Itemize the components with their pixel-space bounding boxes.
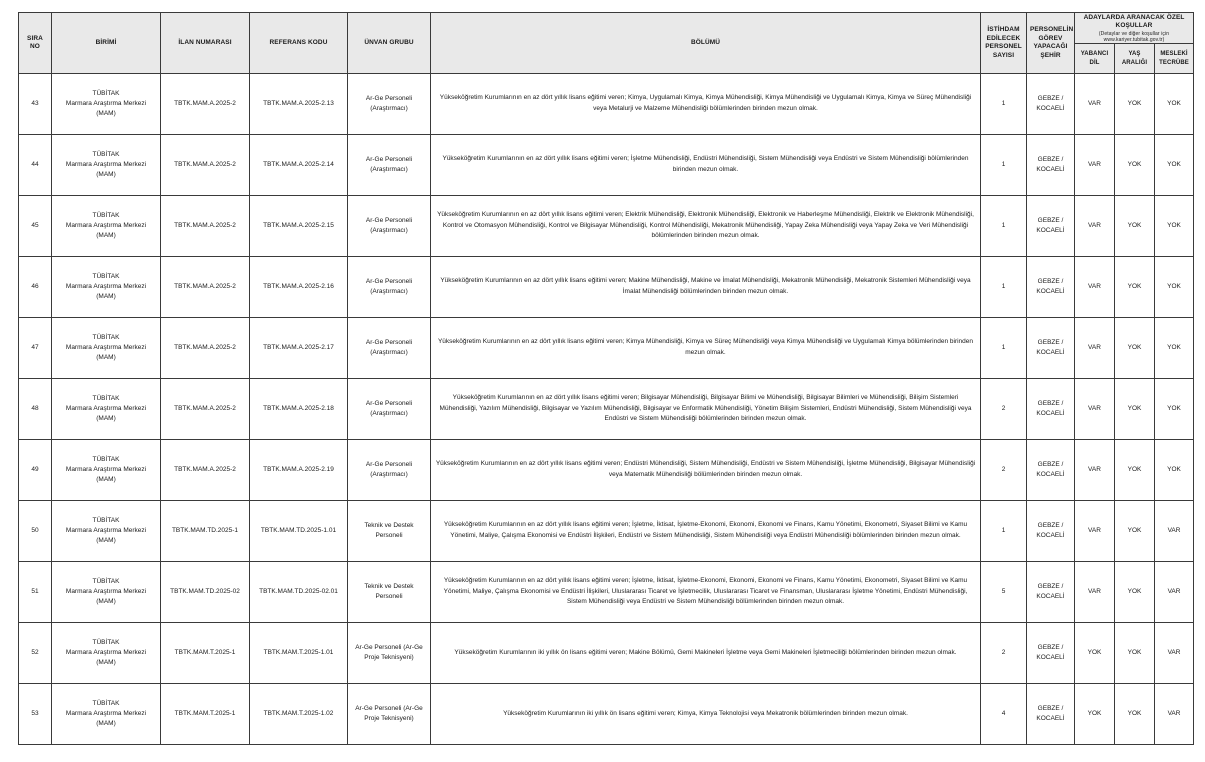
header-sehir: PERSONELİN GÖREV YAPACAĞI ŞEHİR [1027,13,1075,74]
cell-yas-araligi: YOK [1115,135,1155,196]
cell-birim-line2: Marmara Araştırma Merkezi [65,710,147,717]
cell-birim-line2: Marmara Araştırma Merkezi [65,466,147,473]
cell-birim [52,623,161,684]
cell-birim-line1: TÜBİTAK [92,639,120,646]
cell-ilan-numarasi: TBTK.MAM.A.2025-2 [161,135,250,196]
cell-mesleki-tecrube: VAR [1155,501,1194,562]
cell-yas-araligi: YOK [1115,501,1155,562]
cell-yabanci-dil: VAR [1075,74,1115,135]
cell-birim-line1: TÜBİTAK [92,273,120,280]
cell-yas-araligi: YOK [1115,684,1155,745]
cell-bolumu: Yükseköğretim Kurumlarının en az dört yıllık lisans eğitimi veren; İşletme Mühendisliği, Endüstri Mühendisliği, Sistem Mühendisliği veya Endüstri ve Sistem Mühendisliği bölümlerinden birinden mezun olmak. [431,135,981,196]
cell-personel-sayisi: 1 [981,135,1027,196]
cell-mesleki-tecrube: VAR [1155,684,1194,745]
cell-unvan-grubu: Ar-Ge Personeli (Araştırmacı) [348,135,431,196]
table-row [19,196,1194,257]
cell-mesleki-tecrube: YOK [1155,379,1194,440]
cell-birim-line1: TÜBİTAK [92,151,120,158]
header-ilan-numarasi: İLAN NUMARASI [161,13,250,74]
cell-yabanci-dil: VAR [1075,257,1115,318]
cell-yabanci-dil: VAR [1075,562,1115,623]
header-ozel-kosullar-note: (Detaylar ve diğer koşullar için www.kariyer.tubitak.gov.tr) [1098,30,1170,43]
cell-birim-line1: TÜBİTAK [92,517,120,524]
cell-unvan-grubu: Teknik ve Destek Personeli [348,562,431,623]
cell-yabanci-dil: VAR [1075,318,1115,379]
cell-yabanci-dil: VAR [1075,501,1115,562]
table-row [19,379,1194,440]
cell-birim-line2: Marmara Araştırma Merkezi [65,283,147,290]
cell-birim [52,562,161,623]
cell-referans-kodu: TBTK.MAM.A.2025-2.13 [250,74,348,135]
cell-birim-line3: (MAM) [96,598,116,605]
cell-mesleki-tecrube: YOK [1155,74,1194,135]
cell-mesleki-tecrube: YOK [1155,318,1194,379]
cell-sehir: GEBZE / KOCAELİ [1027,623,1075,684]
cell-mesleki-tecrube: VAR [1155,562,1194,623]
cell-ilan-numarasi: TBTK.MAM.A.2025-2 [161,257,250,318]
cell-referans-kodu: TBTK.MAM.A.2025-2.18 [250,379,348,440]
table-row [19,501,1194,562]
table-row [19,74,1194,135]
cell-unvan-grubu: Ar-Ge Personeli (Araştırmacı) [348,379,431,440]
cell-bolumu: Yükseköğretim Kurumlarının en az dört yıllık lisans eğitimi veren; Elektrik Mühendisliği, Elektronik Mühendisliği, Elektronik ve Haberleşme Mühendisliği, Elektrik ve Elektronik Mühendisliği, Kontrol ve Otomasyon Mühendisliği, Kontrol ve Bilgisayar Mühendisliği, Kontrol Mühendisliği, Mekatronik Mühendisliği, Yapay Zeka Mühendisliği veya Yapay Zeka ve Veri Mühendisliği bölümlerinden birinden mezun olmak. [431,196,981,257]
cell-birim-line1: TÜBİTAK [92,395,120,402]
table-row [19,562,1194,623]
cell-yas-araligi: YOK [1115,440,1155,501]
cell-sehir: GEBZE / KOCAELİ [1027,257,1075,318]
cell-ilan-numarasi: TBTK.MAM.A.2025-2 [161,379,250,440]
cell-mesleki-tecrube: YOK [1155,440,1194,501]
cell-birim [52,318,161,379]
cell-referans-kodu: TBTK.MAM.A.2025-2.16 [250,257,348,318]
cell-personel-sayisi: 4 [981,684,1027,745]
cell-birim-line2: Marmara Araştırma Merkezi [65,588,147,595]
cell-birim-line2: Marmara Araştırma Merkezi [65,100,147,107]
cell-referans-kodu: TBTK.MAM.A.2025-2.17 [250,318,348,379]
cell-birim [52,684,161,745]
header-yabanci-dil: YABANCI DİL [1075,44,1115,74]
cell-yas-araligi: YOK [1115,318,1155,379]
cell-mesleki-tecrube: YOK [1155,257,1194,318]
cell-ilan-numarasi: TBTK.MAM.T.2025-1 [161,623,250,684]
table-header [19,13,1194,74]
cell-sira-no: 51 [19,562,52,623]
cell-unvan-grubu: Ar-Ge Personeli (Araştırmacı) [348,257,431,318]
cell-birim [52,379,161,440]
cell-birim-line3: (MAM) [96,537,116,544]
cell-yas-araligi: YOK [1115,562,1155,623]
header-unvan-grubu: ÜNVAN GRUBU [348,13,431,74]
cell-bolumu: Yükseköğretim Kurumlarının en az dört yıllık lisans eğitimi veren; Kimya Mühendisliği, Kimya ve Süreç Mühendisliği veya Kimya Mühendisliği ve Uygulamalı Kimya bölümlerinden birinden mezun olmak. [431,318,981,379]
cell-birim-line3: (MAM) [96,415,116,422]
cell-mesleki-tecrube: YOK [1155,135,1194,196]
job-listing-table-container [18,12,1194,745]
cell-birim-line2: Marmara Araştırma Merkezi [65,222,147,229]
cell-sehir: GEBZE / KOCAELİ [1027,501,1075,562]
cell-ilan-numarasi: TBTK.MAM.T.2025-1 [161,684,250,745]
cell-sehir: GEBZE / KOCAELİ [1027,684,1075,745]
cell-bolumu: Yükseköğretim Kurumlarının iki yıllık ön lisans eğitimi veren; Kimya, Kimya Teknolojisi veya Mekatronik bölümlerinden birinden mezun olmak. [431,684,981,745]
cell-birim-line2: Marmara Araştırma Merkezi [65,649,147,656]
cell-birim [52,74,161,135]
table-row [19,440,1194,501]
table-row [19,623,1194,684]
cell-ilan-numarasi: TBTK.MAM.A.2025-2 [161,440,250,501]
cell-birim-line2: Marmara Araştırma Merkezi [65,527,147,534]
cell-personel-sayisi: 5 [981,562,1027,623]
cell-sira-no: 45 [19,196,52,257]
cell-birim-line1: TÜBİTAK [92,334,120,341]
cell-yas-araligi: YOK [1115,257,1155,318]
cell-referans-kodu: TBTK.MAM.A.2025-2.19 [250,440,348,501]
cell-personel-sayisi: 2 [981,440,1027,501]
cell-personel-sayisi: 1 [981,257,1027,318]
cell-yas-araligi: YOK [1115,623,1155,684]
cell-sira-no: 46 [19,257,52,318]
cell-birim-line1: TÜBİTAK [92,456,120,463]
cell-ilan-numarasi: TBTK.MAM.TD.2025-1 [161,501,250,562]
header-birim: BİRİMİ [52,13,161,74]
cell-yas-araligi: YOK [1115,196,1155,257]
cell-birim-line3: (MAM) [96,354,116,361]
cell-birim [52,257,161,318]
cell-birim-line3: (MAM) [96,476,116,483]
header-ozel-kosullar [1075,13,1194,44]
cell-birim [52,501,161,562]
cell-referans-kodu: TBTK.MAM.A.2025-2.15 [250,196,348,257]
cell-sehir: GEBZE / KOCAELİ [1027,440,1075,501]
cell-unvan-grubu: Ar-Ge Personeli (Araştırmacı) [348,74,431,135]
header-bolumu: BÖLÜMÜ [431,13,981,74]
cell-sira-no: 52 [19,623,52,684]
header-mesleki-tecrube: MESLEKİ TECRÜBE [1155,44,1194,74]
table-row [19,135,1194,196]
cell-mesleki-tecrube: VAR [1155,623,1194,684]
cell-bolumu: Yükseköğretim Kurumlarının en az dört yıllık lisans eğitimi veren; İşletme, İktisat, İşletme-Ekonomi, Ekonomi, Ekonomi ve Finans, Kamu Yönetimi, Ekonometri, Siyaset Bilimi ve Kamu Yönetimi, Maliye, Çalışma Ekonomisi ve Endüstri İlişkileri, Uluslararası Ticaret ve İşletmecilik, Uluslararası Ticaret ve Finansman, Uluslararası İşletme Yönetimi, Endüstri Mühendisliği, Sistem Mühendisliği veya Endüstri ve Sistem Mühendisliği bölümlerinden birinden mezun olmak. [431,562,981,623]
cell-birim [52,440,161,501]
cell-sehir: GEBZE / KOCAELİ [1027,74,1075,135]
cell-referans-kodu: TBTK.MAM.T.2025-1.01 [250,623,348,684]
cell-birim-line3: (MAM) [96,659,116,666]
cell-bolumu: Yükseköğretim Kurumlarının iki yıllık ön lisans eğitimi veren; Makine Bölümü, Gemi Makineleri İşletme veya Gemi Makineleri İşletmeciliği bölümlerinden birinden mezun olmak. [431,623,981,684]
cell-personel-sayisi: 1 [981,501,1027,562]
cell-sehir: GEBZE / KOCAELİ [1027,196,1075,257]
cell-birim-line3: (MAM) [96,110,116,117]
cell-sira-no: 44 [19,135,52,196]
cell-birim-line3: (MAM) [96,171,116,178]
cell-sehir: GEBZE / KOCAELİ [1027,379,1075,440]
cell-birim [52,135,161,196]
cell-ilan-numarasi: TBTK.MAM.A.2025-2 [161,196,250,257]
cell-yas-araligi: YOK [1115,379,1155,440]
cell-yabanci-dil: YOK [1075,623,1115,684]
table-row [19,318,1194,379]
cell-birim-line3: (MAM) [96,232,116,239]
header-ozel-kosullar-title: ADAYLARDA ARANACAK ÖZEL KOŞULLAR [1083,13,1185,29]
cell-birim-line3: (MAM) [96,720,116,727]
cell-sira-no: 47 [19,318,52,379]
cell-bolumu: Yükseköğretim Kurumlarının en az dört yıllık lisans eğitimi veren; Kimya, Uygulamalı Kimya, Kimya Mühendisliği, Kimya Mühendisliği ve Uygulamalı Kimya, Kimya ve Süreç Mühendisliği veya Metalurji ve Malzeme Mühendisliği bölümlerinden birinden mezun olmak. [431,74,981,135]
header-referans-kodu: REFERANS KODU [250,13,348,74]
cell-personel-sayisi: 2 [981,623,1027,684]
cell-birim-line2: Marmara Araştırma Merkezi [65,344,147,351]
cell-bolumu: Yükseköğretim Kurumlarının en az dört yıllık lisans eğitimi veren; İşletme, İktisat, İşletme-Ekonomi, Ekonomi, Ekonomi ve Finans, Kamu Yönetimi, Ekonometri, Siyaset Bilimi ve Kamu Yönetimi, Maliye, Çalışma Ekonomisi ve Endüstri İlişkileri, Endüstri ve Sistem Mühendisliği, Sistem Mühendisliği veya Endüstri Mühendisliği bölümlerinden birinden mezun olmak. [431,501,981,562]
header-sira-no: SIRA NO [19,13,52,74]
cell-unvan-grubu: Ar-Ge Personeli (Ar-Ge Proje Teknisyeni) [348,684,431,745]
cell-birim-line2: Marmara Araştırma Merkezi [65,405,147,412]
cell-referans-kodu: TBTK.MAM.T.2025-1.02 [250,684,348,745]
cell-birim [52,196,161,257]
cell-unvan-grubu: Ar-Ge Personeli (Araştırmacı) [348,440,431,501]
cell-yabanci-dil: VAR [1075,379,1115,440]
cell-unvan-grubu: Teknik ve Destek Personeli [348,501,431,562]
cell-personel-sayisi: 1 [981,74,1027,135]
cell-unvan-grubu: Ar-Ge Personeli (Ar-Ge Proje Teknisyeni) [348,623,431,684]
cell-sehir: GEBZE / KOCAELİ [1027,318,1075,379]
cell-birim-line1: TÜBİTAK [92,90,120,97]
cell-personel-sayisi: 2 [981,379,1027,440]
cell-yabanci-dil: YOK [1075,684,1115,745]
cell-sira-no: 49 [19,440,52,501]
cell-birim-line3: (MAM) [96,293,116,300]
cell-personel-sayisi: 1 [981,318,1027,379]
cell-sira-no: 43 [19,74,52,135]
cell-birim-line1: TÜBİTAK [92,212,120,219]
table-row [19,684,1194,745]
cell-bolumu: Yükseköğretim Kurumlarının en az dört yıllık lisans eğitimi veren; Endüstri Mühendisliği, Sistem Mühendisliği, Endüstri ve Sistem Mühendisliği, İşletme Mühendisliği, Bilgisayar Mühendisliği veya Matematik Mühendisliği bölümlerinden birinden mezun olmak. [431,440,981,501]
cell-sehir: GEBZE / KOCAELİ [1027,135,1075,196]
cell-unvan-grubu: Ar-Ge Personeli (Araştırmacı) [348,196,431,257]
cell-birim-line1: TÜBİTAK [92,700,120,707]
cell-birim-line1: TÜBİTAK [92,578,120,585]
cell-ilan-numarasi: TBTK.MAM.A.2025-2 [161,318,250,379]
cell-ilan-numarasi: TBTK.MAM.TD.2025-02 [161,562,250,623]
header-yas-araligi: YAŞ ARALIĞI [1115,44,1155,74]
cell-sira-no: 48 [19,379,52,440]
cell-ilan-numarasi: TBTK.MAM.A.2025-2 [161,74,250,135]
header-istihdam: İSTİHDAM EDİLECEK PERSONEL SAYISI [981,13,1027,74]
cell-referans-kodu: TBTK.MAM.TD.2025-1.01 [250,501,348,562]
cell-yas-araligi: YOK [1115,74,1155,135]
cell-sehir: GEBZE / KOCAELİ [1027,562,1075,623]
table-body [19,74,1194,745]
table-row [19,257,1194,318]
cell-mesleki-tecrube: YOK [1155,196,1194,257]
cell-birim-line2: Marmara Araştırma Merkezi [65,161,147,168]
cell-yabanci-dil: VAR [1075,135,1115,196]
cell-yabanci-dil: VAR [1075,196,1115,257]
cell-personel-sayisi: 1 [981,196,1027,257]
cell-sira-no: 50 [19,501,52,562]
cell-bolumu: Yükseköğretim Kurumlarının en az dört yıllık lisans eğitimi veren; Makine Mühendisliği, Makine ve İmalat Mühendisliği, Mekatronik Mühendisliği, Mekatronik Sistemleri Mühendisliği veya İmalat Mühendisliği bölümlerinden birinden mezun olmak. [431,257,981,318]
job-listing-table [18,12,1194,745]
cell-unvan-grubu: Ar-Ge Personeli (Araştırmacı) [348,318,431,379]
cell-yabanci-dil: VAR [1075,440,1115,501]
cell-referans-kodu: TBTK.MAM.TD.2025-02.01 [250,562,348,623]
cell-referans-kodu: TBTK.MAM.A.2025-2.14 [250,135,348,196]
cell-sira-no: 53 [19,684,52,745]
cell-bolumu: Yükseköğretim Kurumlarının en az dört yıllık lisans eğitimi veren; Bilgisayar Mühendisliği, Bilgisayar Bilimi ve Mühendisliği, Bilgisayar Bilimleri ve Mühendisliği, Bilişim Sistemleri Mühendisliği, Yazılım Mühendisliği, Bilgisayar ve Yazılım Mühendisliği, Bilgisayar ve Enformatik Mühendisliği, Yönetim Bilişim Sistemleri, Endüstri Mühendisliği, Sistem Mühendisliği veya Endüstri ve Sistem Mühendisliği bölümlerinden birinden mezun olmak. [431,379,981,440]
